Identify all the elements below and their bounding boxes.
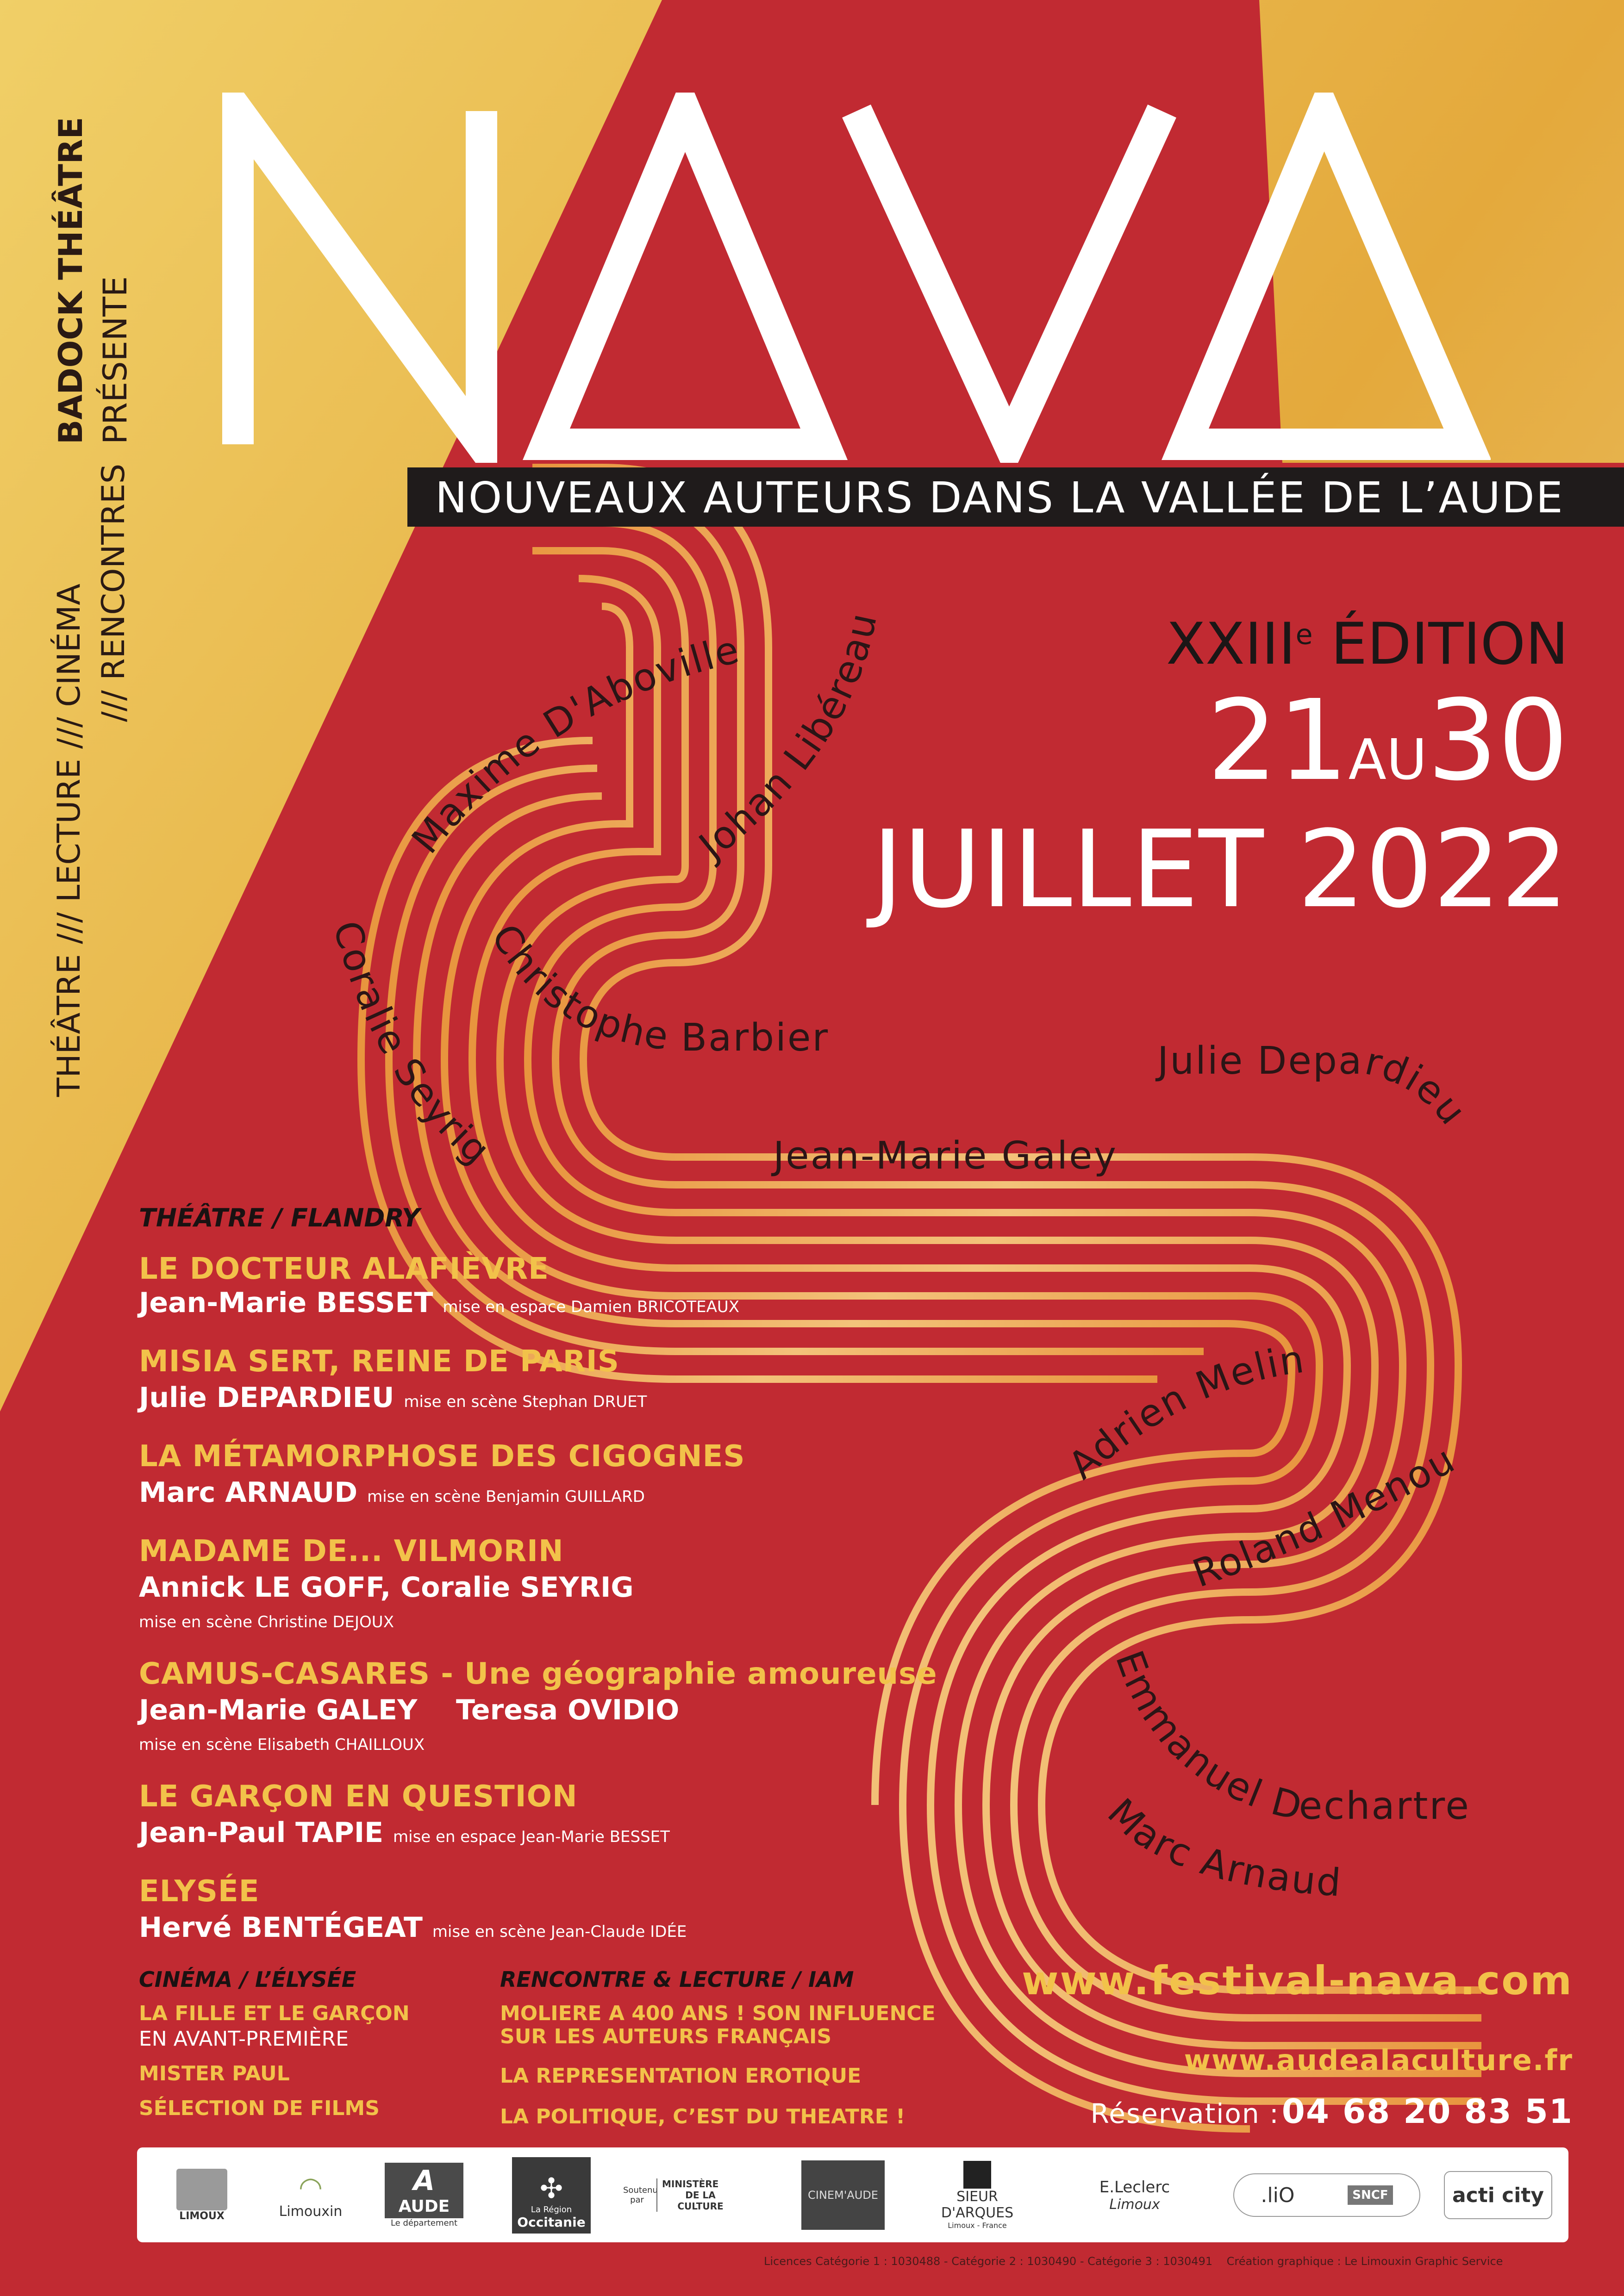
logo-leclerc: E.Leclerc Limoux [1099, 2178, 1170, 2213]
presenter-verb-text: PRÉSENTE [96, 276, 134, 444]
reservation [1091, 2092, 1573, 2131]
reservation-label: Réservation : [1090, 2098, 1280, 2129]
show-authors: Annick LE GOFF, Coralie SEYRIG [139, 1571, 634, 1604]
show-authors: Jean-Paul TAPIE mise en espace Jean-Marie BESSET [139, 1817, 670, 1849]
edition-label: ÉDITION [1330, 611, 1568, 678]
logo-aude: A AUDE Le département [382, 2156, 466, 2234]
disciplines-line2 [95, 464, 132, 722]
rencontre-item: MOLIERE A 400 ANS ! SON INFLUENCE [500, 2002, 936, 2025]
author-name: Johan Libéreau [691, 608, 886, 868]
logo-limouxin: ◠ Limouxin [279, 2171, 343, 2220]
edition-number: XXIII [1166, 611, 1296, 678]
logo-cinemaude: CINEM'AUDE [799, 2156, 887, 2234]
show-title: LA MÉTAMORPHOSE DES CIGOGNES [139, 1439, 745, 1474]
cinema-item: LA FILLE ET LE GARÇON [139, 2002, 410, 2025]
show-title: CAMUS-CASARES - Une géographie amoureuse [139, 1657, 937, 1691]
rencontre-item: LA REPRESENTATION EROTIQUE [500, 2064, 862, 2088]
cinema-category: CINÉMA / L’ÉLYSÉE [139, 1967, 356, 1992]
logo-lio-sncf: .liO SNCF [1230, 2156, 1424, 2234]
show-credit: mise en espace Jean-Marie BESSET [393, 1828, 670, 1846]
month-year [872, 808, 1568, 932]
show-title: LE DOCTEUR ALAFIÈVRE [139, 1252, 549, 1286]
show-credit: mise en scène Stephan DRUET [404, 1393, 647, 1411]
cinema-item-note: EN AVANT-PREMIÈRE [139, 2027, 349, 2051]
logo-limoux: LIMOUX [165, 2156, 239, 2234]
disciplines-text-2: /// RENCONTRES [95, 463, 132, 722]
author-name: Maxime D'Aboville [403, 627, 744, 862]
author-name: Emmanuel Dechartre [1106, 1645, 1470, 1830]
disciplines-line1 [51, 584, 87, 1097]
author-name: Adrien Melin [1060, 1337, 1308, 1488]
show-authors: Marc ARNAUD mise en scène Benjamin GUILLARD [139, 1476, 645, 1509]
subtitle-text: NOUVEAUX AUTEURS DANS LA VALLÉE DE L’AUDE [435, 473, 1564, 523]
logo-sieur-darques: SIEUR D'ARQUES Limoux - France [919, 2156, 1035, 2234]
show-authors: Julie DEPARDIEU mise en scène Stephan DRUET [139, 1381, 647, 1414]
reservation-phone[interactable]: 04 68 20 83 51 [1281, 2092, 1573, 2131]
logo-acticity: acti city [1443, 2156, 1554, 2234]
show-title: ELYSÉE [139, 1874, 260, 1909]
author-name: Christophe Barbier [482, 916, 830, 1060]
footer-licences: Licences Catégorie 1 : 1030488 - Catégorie 2 : 1030490 - Catégorie 3 : 1030491 Création graphique : Le Limouxin Graphic Service [764, 2255, 1503, 2268]
website-second[interactable]: www.audealaculture.fr [1184, 2043, 1573, 2077]
show-credit: mise en espace Damien BRICOTEAUX [443, 1298, 740, 1316]
sponsor-logos [137, 2147, 1568, 2242]
logo-occitanie: ✣ La Région Occitanie [512, 2156, 591, 2234]
date-from: 21 [1207, 676, 1349, 805]
nava-logo [222, 93, 1491, 463]
show-title: MISIA SERT, REINE DE PARIS [139, 1344, 619, 1379]
show-credit: mise en scène Christine DEJOUX [139, 1613, 394, 1631]
date-au: AU [1348, 728, 1427, 792]
author-name: Coralie Seyrig [324, 916, 499, 1174]
show-authors: Jean-Marie BESSET mise en espace Damien BRICOTEAUX [139, 1287, 740, 1319]
edition-line [1166, 611, 1568, 678]
rencontre-item: LA POLITIQUE, C’EST DU THEATRE ! [500, 2105, 906, 2128]
subtitle-band [407, 467, 1624, 527]
show-authors: Hervé BENTÉGEAT mise en scène Jean-Claude IDÉE [139, 1911, 687, 1944]
author-name: Jean-Marie Galey [773, 1134, 1118, 1178]
date-range [1207, 676, 1568, 816]
show-credit: mise en scène Elisabeth CHAILLOUX [139, 1736, 425, 1754]
logo-ministere: Soutenu par MINISTÈRE DE LA CULTURE [623, 2156, 739, 2234]
presenter-verb [96, 276, 134, 444]
show-credit: mise en scène Jean-Claude IDÉE [432, 1923, 687, 1941]
presenter-name: BADOCK THÉÂTRE [52, 117, 90, 444]
show-title: LE GARÇON EN QUESTION [139, 1780, 578, 1814]
author-name: Marc Arnaud [1099, 1790, 1344, 1905]
show-credit: mise en scène Benjamin GUILLARD [367, 1487, 645, 1506]
show-authors: Jean-Marie GALEY Teresa OVIDIO [139, 1694, 680, 1726]
presenter-line [52, 117, 90, 445]
show-title: MADAME DE... VILMORIN [139, 1534, 564, 1568]
rencontre-category: RENCONTRE & LECTURE / IAM [500, 1967, 854, 1992]
date-to: 30 [1427, 676, 1568, 805]
rencontre-item: SUR LES AUTEURS FRANÇAIS [500, 2025, 832, 2048]
edition-sup: e [1295, 618, 1313, 651]
author-name: Julie Depardieu [1157, 1039, 1475, 1134]
website-main[interactable]: www.festival-nava.com [1022, 1958, 1573, 2004]
cinema-item: MISTER PAUL [139, 2062, 290, 2085]
theatre-category: THÉÂTRE / FLANDRY [139, 1203, 420, 1232]
author-name: Roland Menou [1187, 1437, 1463, 1596]
disciplines-text-1: THÉÂTRE /// LECTURE /// CINÉMA [51, 584, 87, 1097]
month-year-text: JUILLET 2022 [872, 808, 1568, 932]
cinema-item: SÉLECTION DE FILMS [139, 2097, 380, 2120]
